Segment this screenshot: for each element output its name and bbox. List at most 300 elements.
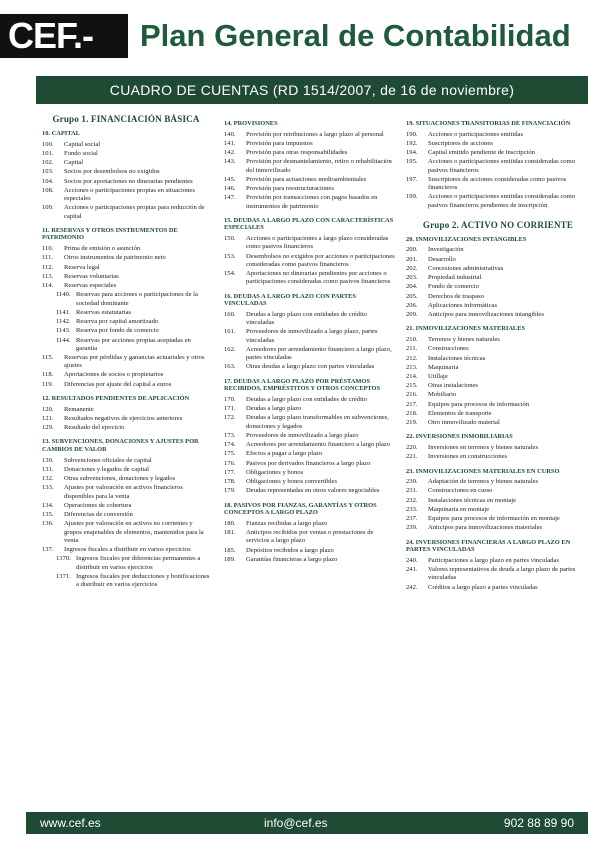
account-name: Subvenciones oficiales de capital (64, 456, 152, 464)
account-code: 115. (42, 353, 54, 361)
account-code: 162. (224, 345, 236, 353)
account-name: Otras subvenciones, donaciones y legados (64, 475, 176, 483)
account-name: Acciones o participaciones emitidas consideradas como pasivos financieros (428, 158, 576, 174)
account-row (406, 401, 590, 409)
footer-email-link[interactable]: info@cef.es (264, 816, 328, 830)
section-title: 13. SUBVENCIONES, DONACIONES Y AJUSTES POR CAMBIOS DE VALOR (42, 438, 199, 453)
account-code: 202. (406, 264, 418, 272)
account-code: 174. (224, 441, 236, 449)
account-code: 160. (224, 310, 236, 318)
section-title: 19. SITUACIONES TRANSITORIAS DE FINANCIACIÓN (406, 120, 571, 127)
account-row (406, 584, 590, 592)
account-name: Desembolsos no exigidos por acciones o participaciones consideradas como pasivos financieros (246, 252, 395, 268)
account-code: 133. (42, 484, 54, 492)
account-row (224, 311, 396, 327)
account-row (406, 524, 590, 532)
account-code: 211. (406, 345, 418, 353)
account-row (224, 396, 396, 404)
account-code: 135. (42, 511, 54, 519)
account-code: 100. (42, 140, 54, 148)
section-title: 23. INMOVILIZACIONES MATERIALES EN CURSO (406, 467, 560, 475)
account-row (406, 131, 590, 139)
account-name: Deudas a largo plazo transformables en subvenciones, donaciones y legados (246, 414, 389, 430)
account-name: Equipos para procesos de información (428, 400, 530, 408)
account-row (406, 391, 590, 399)
account-code: 239. (406, 524, 418, 532)
account-code: 209. (406, 311, 418, 319)
account-name: Concesiones administrativas (428, 264, 504, 272)
account-name: Instalaciones técnicas en montaje (428, 496, 517, 504)
account-code: 150. (224, 235, 236, 243)
account-name: Ajustes por valoración en activos no corrientes y grupos enajenables de elementos, mantenidos para la venta (64, 520, 204, 544)
account-code: 121. (42, 414, 54, 422)
column-1 (42, 114, 210, 774)
account-name: Reservas para acciones o participaciones de la sociedad dominante (76, 291, 198, 307)
account-row (406, 487, 590, 495)
account-name: Otras instalaciones (428, 382, 478, 390)
account-code: 114. (42, 282, 54, 290)
account-row (42, 337, 210, 353)
account-row (42, 511, 210, 519)
account-row (42, 406, 210, 414)
account-name: Investigación (428, 246, 464, 254)
account-name: Capital emitido pendiente de inscripción (428, 149, 535, 157)
account-code: 219. (406, 419, 418, 427)
account-name: Inversiones en terrenos y bienes naturales (428, 444, 539, 452)
account-name: Terrenos y bienes naturales (428, 336, 500, 344)
account-name: Depósitos recibidos a largo plazo (246, 546, 334, 554)
section-title: 16. DEUDAS A LARGO PLAZO CON PARTES VINCULADAS (224, 292, 356, 308)
account-name: Obligaciones y bonos (246, 468, 304, 476)
account-row (224, 529, 396, 545)
account-code: 129. (42, 424, 54, 432)
account-row (42, 555, 210, 571)
account-code: 101. (42, 149, 54, 157)
account-row (406, 176, 590, 192)
account-row (406, 149, 590, 157)
account-code: 189. (224, 555, 236, 563)
account-name: Proveedores de inmovilizado a largo plazo, partes vinculadas (246, 328, 378, 344)
footer-website-link[interactable]: www.cef.es (40, 816, 101, 830)
account-name: Provisión para reestructuraciones (246, 185, 334, 193)
account-code: 179. (224, 487, 236, 495)
account-row (224, 140, 396, 148)
group-title: Grupo 1. FINANCIACIÓN BÁSICA (52, 114, 200, 124)
account-name: Anticipos para inmovilizaciones intangibles (428, 311, 544, 319)
account-code: 103. (42, 168, 54, 176)
account-row (406, 336, 590, 344)
page-header (0, 0, 600, 70)
account-row (224, 441, 396, 449)
account-name: Ajustes por valoración en activos financieros disponibles para la venta (64, 484, 183, 500)
account-row (406, 444, 590, 452)
account-name: Deudas representadas en otros valores negociables (246, 487, 380, 495)
account-name: Participaciones a largo plazo en partes vinculadas (428, 557, 559, 565)
account-name: Otras deudas a largo plazo con partes vinculadas (246, 363, 375, 371)
account-code: 163. (224, 363, 236, 371)
account-row (406, 193, 590, 209)
account-code: 120. (42, 405, 54, 413)
account-code: 108. (42, 186, 54, 194)
account-code: 217. (406, 400, 418, 408)
account-name: Socios por desembolsos no exigidos (64, 168, 160, 176)
section-title: 14. PROVISIONES (224, 120, 278, 127)
account-name: Provisión para impuestos (246, 139, 313, 147)
account-row (406, 283, 590, 291)
section-title: 21. INMOVILIZACIONES MATERIALES (406, 325, 526, 333)
account-code: 178. (224, 478, 236, 486)
account-code: 1143. (56, 327, 71, 335)
account-name: Proveedores de inmovilizado a largo plazo (246, 431, 359, 439)
account-name: Capital (64, 159, 84, 167)
account-code: 240. (406, 557, 418, 565)
account-row (42, 371, 210, 379)
account-code: 212. (406, 354, 418, 362)
account-name: Construcciones en curso (428, 487, 493, 495)
account-row (42, 273, 210, 281)
account-row (406, 265, 590, 273)
section-title: 20. INMOVILIZACIONES INTANGIBLES (406, 235, 527, 243)
account-row (42, 254, 210, 262)
account-code: 185. (224, 546, 236, 554)
account-name: Obligaciones y bonos convertibles (246, 478, 338, 486)
account-row (42, 309, 210, 317)
account-code: 199. (406, 193, 418, 201)
account-code: 137. (42, 546, 54, 554)
account-row (224, 270, 396, 286)
account-row (224, 149, 396, 157)
account-row (42, 502, 210, 510)
page-title: Plan General de Contabilidad (140, 18, 571, 53)
account-name: Aportaciones no dinerarias pendientes por acciones o participaciones consideradas como pasivos financieros (246, 270, 391, 286)
account-name: Deudas a largo plazo con entidades de crédito (246, 395, 367, 403)
footer-phone[interactable]: 902 88 89 90 (503, 816, 574, 830)
account-row (406, 410, 590, 418)
account-row (406, 373, 590, 381)
account-code: 237. (406, 515, 418, 523)
account-code: 134. (42, 501, 54, 509)
account-code: 176. (224, 459, 236, 467)
account-name: Acciones o participaciones emitidas (428, 130, 524, 138)
account-row (406, 453, 590, 461)
account-row (42, 354, 210, 370)
account-code: 141. (224, 139, 236, 147)
column-2 (224, 114, 396, 774)
account-name: Garantías financieras a largo plazo (246, 555, 338, 563)
account-row (406, 557, 590, 565)
account-name: Fondo social (64, 149, 98, 157)
account-row (406, 140, 590, 148)
account-code: 233. (406, 505, 418, 513)
account-row (224, 363, 396, 371)
section-title: 11. RESERVAS Y OTROS INSTRUMENTOS DE PATRIMONIO (42, 226, 178, 242)
account-name: Provisión por desmantelamiento, retiro o rehabilitación del inmovilizado (246, 158, 392, 174)
account-name: Inversiones en construcciones (428, 453, 508, 461)
account-name: Remanente (64, 405, 94, 413)
account-row (224, 478, 396, 486)
account-row (42, 168, 210, 176)
account-code: 111. (42, 254, 54, 262)
account-code: 170. (224, 395, 236, 403)
account-name: Reservas estatutarias (76, 308, 132, 316)
account-code: 221. (406, 453, 418, 461)
account-code: 177. (224, 468, 236, 476)
account-row (42, 318, 210, 326)
account-row (42, 415, 210, 423)
account-name: Valores representativos de deuda a largo plazo de partes vinculadas (428, 566, 576, 582)
account-row (42, 546, 210, 554)
account-name: Capital social (64, 140, 101, 148)
account-code: 173. (224, 431, 236, 439)
account-code: 197. (406, 175, 418, 183)
account-code: 205. (406, 292, 418, 300)
account-row (224, 131, 396, 139)
account-code: 1370. (56, 555, 71, 563)
account-code: 216. (406, 391, 418, 399)
account-code: 192. (406, 139, 418, 147)
account-row (406, 497, 590, 505)
account-name: Acciones o participaciones a largo plazo consideradas como pasivos financieros (246, 235, 389, 251)
account-name: Equipos para procesos de información en montaje (428, 515, 560, 523)
account-name: Maquinaria (428, 363, 459, 371)
account-name: Suscriptores de acciones (428, 139, 493, 147)
account-row (42, 573, 210, 589)
account-row (224, 235, 396, 251)
cef-logo[interactable]: CEF.- (0, 14, 128, 58)
account-name: Ingresos fiscales por deducciones y bonificaciones a distribuir en varios ejercicios (76, 572, 210, 588)
account-code: 181. (224, 529, 236, 537)
account-code: 1141. (56, 308, 71, 316)
account-name: Reserva por fondo de comercio (76, 327, 159, 335)
account-row (42, 264, 210, 272)
account-row (224, 176, 396, 184)
account-row (224, 556, 396, 564)
account-row (224, 405, 396, 413)
account-row (42, 484, 210, 500)
account-row (42, 424, 210, 432)
account-code: 204. (406, 283, 418, 291)
account-code: 190. (406, 130, 418, 138)
account-row (42, 187, 210, 203)
account-name: Anticipos recibidos por ventas o prestaciones de servicios a largo plazo (246, 529, 374, 545)
account-name: Otro inmovilizado material (428, 419, 500, 427)
account-row (224, 194, 396, 210)
account-code: 1140. (56, 291, 71, 299)
account-name: Adaptación de terrenos y bienes naturales (428, 478, 539, 486)
account-row (42, 291, 210, 307)
account-row (406, 419, 590, 427)
account-name: Otros instrumentos de patrimonio neto (64, 254, 166, 262)
section-title: 17. DEUDAS A LARGO PLAZO POR PRÉSTAMOS RECIBIDOS, EMPRÉSTITOS Y OTROS CONCEPTOS (224, 377, 381, 393)
account-code: 143. (224, 158, 236, 166)
account-row (42, 159, 210, 167)
account-name: Instalaciones técnicas (428, 354, 486, 362)
account-name: Prima de emisión o asunción (64, 245, 141, 253)
account-code: 131. (42, 465, 54, 473)
account-name: Reservas voluntarias (64, 272, 119, 280)
account-name: Resultados negativos de ejercicios anteriores (64, 414, 183, 422)
account-code: 195. (406, 158, 418, 166)
account-code: 200. (406, 246, 418, 254)
chart-of-accounts-banner: CUADRO DE CUENTAS (RD 1514/2007, de 16 de noviembre) (36, 76, 588, 104)
account-row (42, 327, 210, 335)
account-name: Reservas por acciones propias aceptadas en garantía (76, 336, 191, 352)
account-code: 110. (42, 245, 54, 253)
account-code: 242. (406, 583, 418, 591)
account-code: 230. (406, 478, 418, 486)
account-name: Maquinaria en montaje (428, 505, 490, 513)
section-title: 15. DEUDAS A LARGO PLAZO CON CARACTERÍSTICAS ESPECIALES (224, 216, 394, 232)
account-code: 109. (42, 204, 54, 212)
account-name: Anticipos para inmovilizaciones materiales (428, 524, 543, 532)
account-row (42, 141, 210, 149)
account-row (406, 293, 590, 301)
account-name: Aportaciones de socios o propietarios (64, 371, 164, 379)
account-row (42, 520, 210, 545)
account-name: Deudas a largo plazo (246, 405, 302, 413)
account-name: Fondo de comercio (428, 283, 479, 291)
account-row (406, 256, 590, 264)
group-title: Grupo 2. ACTIVO NO CORRIENTE (422, 219, 574, 230)
account-name: Construcciones (428, 345, 469, 353)
account-row (42, 178, 210, 186)
account-row (224, 346, 396, 362)
account-code: 142. (224, 149, 236, 157)
account-code: 140. (224, 130, 236, 138)
account-code: 194. (406, 149, 418, 157)
account-name: Efectos a pagar a largo plazo (246, 450, 323, 458)
account-row (224, 328, 396, 344)
account-code: 161. (224, 328, 236, 336)
account-row (406, 274, 590, 282)
account-code: 153. (224, 252, 236, 260)
account-code: 231. (406, 487, 418, 495)
account-code: 215. (406, 382, 418, 390)
account-row (224, 432, 396, 440)
account-row (42, 245, 210, 253)
account-row (406, 506, 590, 514)
account-name: Fianzas recibidas a largo plazo (246, 519, 328, 527)
account-row (42, 150, 210, 158)
accounts-columns (38, 114, 590, 774)
account-name: Operaciones de cobertura (64, 501, 132, 509)
account-name: Reservas especiales (64, 282, 117, 290)
account-name: Propiedad industrial (428, 274, 482, 282)
account-name: Desarrollo (428, 255, 456, 263)
account-code: 104. (42, 177, 54, 185)
account-code: 241. (406, 566, 418, 574)
account-row (42, 204, 210, 220)
account-row (406, 345, 590, 353)
account-name: Créditos a largo plazo a partes vinculadas (428, 583, 538, 591)
account-name: Resultado del ejercicio (64, 424, 125, 432)
account-name: Diferencias de conversión (64, 511, 133, 519)
account-name: Provisión por retribuciones a largo plazo al personal (246, 130, 384, 138)
account-name: Provisión para otras responsabilidades (246, 149, 348, 157)
account-code: 145. (224, 175, 236, 183)
account-row (406, 364, 590, 372)
account-code: 147. (224, 194, 236, 202)
account-name: Acreedores por arrendamiento financiero a largo plazo (246, 441, 391, 449)
account-name: Acciones o participaciones propias en situaciones especiales (64, 186, 195, 203)
account-code: 154. (224, 270, 236, 278)
account-row (224, 414, 396, 430)
account-row (406, 355, 590, 363)
account-code: 146. (224, 185, 236, 193)
account-row (42, 457, 210, 465)
account-name: Acciones o participaciones emitidas consideradas como pasivos financieros pendientes de inscripción (428, 193, 576, 209)
account-name: Acciones o participaciones propias para reducción de capital (64, 204, 205, 220)
account-code: 132. (42, 475, 54, 483)
account-row (406, 246, 590, 254)
section-title: 24. INVERSIONES FINANCIERAS A LARGO PLAZO EN PARTES VINCULADAS (406, 538, 571, 554)
account-row (224, 520, 396, 528)
account-row (224, 450, 396, 458)
account-row (406, 302, 590, 310)
account-code: 102. (42, 159, 54, 167)
account-row (224, 253, 396, 269)
account-code: 232. (406, 496, 418, 504)
account-name: Elementos de transporte (428, 409, 492, 417)
account-row (406, 158, 590, 174)
account-row (406, 478, 590, 486)
account-code: 136. (42, 520, 54, 528)
account-row (224, 185, 396, 193)
account-code: 1144. (56, 336, 71, 344)
section-title: 18. PASIVOS POR FIANZAS, GARANTÍAS Y OTROS CONCEPTOS A LARGO PLAZO (224, 501, 377, 517)
account-code: 213. (406, 363, 418, 371)
account-name: Reserva legal (64, 263, 100, 271)
account-code: 210. (406, 336, 418, 344)
account-name: Provisión para actuaciones medioambientales (246, 175, 367, 183)
account-row (224, 460, 396, 468)
account-row (406, 566, 590, 582)
account-row (224, 487, 396, 495)
account-code: 203. (406, 274, 418, 282)
account-code: 201. (406, 255, 418, 263)
account-row (224, 469, 396, 477)
account-row (406, 382, 590, 390)
account-row (406, 311, 590, 319)
account-name: Derechos de traspaso (428, 292, 485, 300)
account-name: Mobiliario (428, 391, 457, 399)
account-name: Reserva por capital amortizado (76, 318, 159, 326)
account-name: Suscriptores de acciones consideradas como pasivos financieros (428, 175, 567, 192)
section-title: 22. INVERSIONES INMOBILIARIAS (406, 433, 513, 441)
account-code: 130. (42, 456, 54, 464)
section-title: 12. RESULTADOS PENDIENTES DE APLICACIÓN (42, 394, 190, 402)
account-name: Reservas por pérdidas y ganancias actuariales y otros ajustes (64, 353, 205, 370)
account-name: Utillaje (428, 372, 448, 380)
account-name: Ingresos fiscales por diferencias permanentes a distribuir en varios ejercicios (76, 555, 201, 571)
account-name: Pasivos por derivados financieros a largo plazo (246, 459, 371, 467)
account-row (42, 475, 210, 483)
account-code: 118. (42, 371, 54, 379)
section-title: 10. CAPITAL (42, 130, 80, 137)
account-code: 1371. (56, 572, 71, 580)
account-code: 172. (224, 414, 236, 422)
column-3 (406, 114, 590, 774)
account-code: 180. (224, 519, 236, 527)
account-code: 206. (406, 301, 418, 309)
account-code: 119. (42, 380, 54, 388)
account-code: 214. (406, 372, 418, 380)
account-row (42, 282, 210, 290)
account-row (42, 466, 210, 474)
account-row (224, 547, 396, 555)
account-row (406, 515, 590, 523)
account-code: 218. (406, 409, 418, 417)
